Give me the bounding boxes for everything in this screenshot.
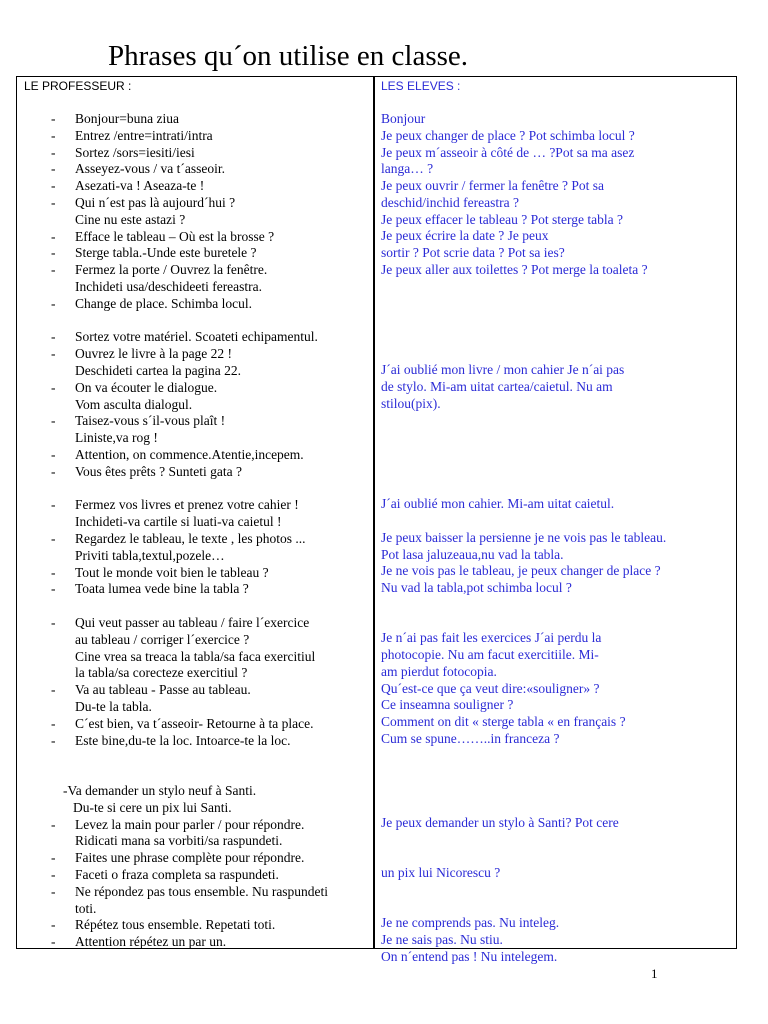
student-phrase: sortir ? Pot scrie data ? Pot sa ies? bbox=[381, 245, 565, 260]
student-phrase: deschid/inchid fereastra ? bbox=[381, 194, 519, 210]
column-divider bbox=[373, 77, 375, 948]
bullet-dash: - bbox=[51, 178, 56, 194]
student-phrase: Je ne sais pas. Nu stiu. bbox=[381, 931, 503, 947]
professor-phrase: Répétez tous ensemble. Repetati toti. bbox=[75, 917, 276, 933]
professor-phrase: Faites une phrase complète pour répondre. bbox=[75, 850, 305, 866]
professor-column-header: LE PROFESSEUR : bbox=[24, 79, 132, 93]
student-phrase: stilou(pix). bbox=[381, 395, 441, 411]
student-phrase: Je peux baisser la persienne je ne vois pas le tableau. bbox=[381, 529, 667, 545]
bullet-dash: - bbox=[51, 262, 56, 278]
professor-phrase: Bonjour=buna ziua bbox=[75, 111, 179, 126]
professor-phrase: Taisez-vous s´il-vous plaît ! bbox=[75, 413, 226, 429]
bullet-dash: - bbox=[51, 463, 56, 479]
student-phrase: photocopie. Nu am facut exercitiile. Mi- bbox=[381, 647, 599, 662]
bullet-dash: - bbox=[51, 295, 56, 311]
professor-phrase: Va au tableau - Passe au tableau. bbox=[75, 682, 251, 698]
page-number: 1 bbox=[651, 966, 658, 981]
professor-phrase: Entrez /entre=intrati/intra bbox=[75, 127, 213, 143]
bullet-dash: - bbox=[51, 682, 56, 698]
professor-phrase: On va écouter le dialogue. bbox=[75, 379, 218, 395]
student-phrase: J´ai oublié mon livre / mon cahier Je n´ai pas bbox=[381, 362, 625, 378]
professor-phrase: Tout le monde voit bien le tableau ? bbox=[75, 564, 269, 580]
bullet-dash: - bbox=[51, 346, 56, 362]
student-phrase: Ce inseamna souligner ? bbox=[381, 697, 514, 713]
student-phrase: langa… ? bbox=[381, 161, 434, 177]
students-column-header: LES ELEVES : bbox=[381, 79, 461, 93]
professor-phrase: Sortez /sors=iesiti/iesi bbox=[75, 144, 195, 160]
bullet-dash: - bbox=[51, 531, 56, 546]
bullet-dash: - bbox=[51, 934, 56, 950]
phrases-table bbox=[16, 76, 737, 964]
professor-phrase: Qui veut passer au tableau / faire l´exercice bbox=[75, 615, 310, 630]
student-phrase: Je ne vois pas le tableau, je peux changer de place ? bbox=[381, 563, 661, 579]
professor-phrase: Regardez le tableau, le texte , les photos ... bbox=[75, 531, 306, 546]
student-phrase: am pierdut fotocopia. bbox=[381, 663, 497, 679]
student-phrase: de stylo. Mi-am uitat cartea/caietul. Nu am bbox=[381, 379, 613, 394]
professor-phrase: Asezati-va ! Aseaza-te ! bbox=[75, 178, 205, 194]
professor-phrase: Fermez la porte / Ouvrez la fenêtre. bbox=[75, 262, 268, 278]
bullet-dash: - bbox=[51, 127, 56, 143]
bullet-dash: - bbox=[51, 497, 56, 513]
bullet-dash: - bbox=[51, 581, 56, 597]
professor-phrase: Efface le tableau – Où est la brosse ? bbox=[75, 228, 275, 244]
professor-phrase: Inchideti-va cartile si luati-va caietul ! bbox=[75, 514, 282, 530]
bullet-dash: - bbox=[51, 329, 56, 345]
professor-phrase: Attention répétez un par un. bbox=[75, 934, 227, 950]
professor-phrase: Ouvrez le livre à la page 22 ! bbox=[75, 346, 233, 362]
professor-phrase: Toata lumea vede bine la tabla ? bbox=[75, 581, 249, 597]
bullet-dash: - bbox=[51, 564, 56, 580]
professor-phrase: Levez la main pour parler / pour répondre. bbox=[75, 816, 305, 832]
student-phrase: Pot lasa jaluzeaua,nu vad la tabla. bbox=[381, 546, 564, 562]
bullet-dash: - bbox=[51, 883, 56, 899]
professor-phrase: Cine vrea sa treaca la tabla/sa faca exercitiul bbox=[75, 648, 316, 664]
student-phrase: Je peux aller aux toilettes ? Pot merge la toaleta ? bbox=[381, 261, 648, 277]
bullet-dash: - bbox=[51, 850, 56, 866]
bullet-dash: - bbox=[51, 144, 56, 160]
page-title: Phrases qu´on utilise en classe. bbox=[108, 40, 469, 72]
professor-phrase: Vous êtes prêts ? Sunteti gata ? bbox=[75, 463, 242, 479]
professor-phrase: Cine nu este astazi ? bbox=[75, 211, 186, 227]
bullet-dash: - bbox=[51, 228, 56, 244]
bullet-dash: - bbox=[51, 111, 56, 126]
bullet-dash: - bbox=[51, 867, 56, 882]
student-phrase: Je ne comprends pas. Nu inteleg. bbox=[381, 915, 560, 930]
student-phrase: Je n´ai pas fait les exercices J´ai perdu la bbox=[381, 630, 602, 646]
professor-phrase: Liniste,va rog ! bbox=[75, 430, 158, 446]
professor-phrase: toti. bbox=[75, 900, 97, 916]
professor-phrase: Ne répondez pas tous ensemble. Nu raspundeti bbox=[75, 883, 329, 899]
student-phrase: Je peux effacer le tableau ? Pot sterge tabla ? bbox=[381, 211, 624, 227]
professor-phrase: Du-te si cere un pix lui Santi. bbox=[73, 799, 232, 815]
professor-phrase: au tableau / corriger l´exercice ? bbox=[75, 631, 250, 647]
bullet-dash: - bbox=[51, 379, 56, 395]
student-phrase: Qu´est-ce que ça veut dire:«souligner» ? bbox=[381, 680, 600, 696]
student-phrase: Nu vad la tabla,pot schimba locul ? bbox=[381, 580, 572, 595]
bullet-dash: - bbox=[51, 715, 56, 731]
bullet-dash: - bbox=[51, 917, 56, 933]
student-phrase: Cum se spune……..in franceza ? bbox=[381, 730, 560, 746]
bullet-dash: - bbox=[51, 732, 56, 748]
professor-phrase: Du-te la tabla. bbox=[75, 699, 152, 714]
bullet-dash: - bbox=[51, 161, 56, 177]
professor-phrase: Ridicati mana sa vorbiti/sa raspundeti. bbox=[75, 833, 283, 849]
student-phrase: un pix lui Nicorescu ? bbox=[381, 864, 501, 880]
professor-phrase: Vom asculta dialogul. bbox=[75, 396, 193, 412]
student-phrase: Bonjour bbox=[381, 111, 426, 126]
professor-phrase: Sortez votre matériel. Scoateti echipamentul. bbox=[75, 329, 318, 345]
professor-phrase: -Va demander un stylo neuf à Santi. bbox=[63, 783, 257, 798]
professor-phrase: Fermez vos livres et prenez votre cahier ! bbox=[75, 497, 299, 513]
bullet-dash: - bbox=[51, 816, 56, 832]
bullet-dash: - bbox=[51, 615, 56, 630]
professor-phrase: Qui n´est pas là aujourd´hui ? bbox=[75, 195, 236, 210]
bullet-dash: - bbox=[51, 447, 56, 462]
bullet-dash: - bbox=[51, 413, 56, 429]
professor-phrase: Faceti o fraza completa sa raspundeti. bbox=[75, 867, 279, 882]
student-phrase: Je peux écrire la date ? Je peux bbox=[381, 228, 549, 244]
professor-phrase: C´est bien, va t´asseoir- Retourne à ta place. bbox=[75, 715, 314, 731]
professor-phrase: Sterge tabla.-Unde este buretele ? bbox=[75, 245, 257, 261]
student-phrase: Je peux m´asseoir à côté de … ?Pot sa ma asez bbox=[381, 144, 635, 160]
professor-phrase: Change de place. Schimba locul. bbox=[75, 295, 252, 311]
student-phrase: Je peux ouvrir / fermer la fenêtre ? Pot sa bbox=[381, 178, 605, 193]
professor-phrase: Priviti tabla,textul,pozele… bbox=[75, 547, 225, 563]
professor-phrase: Asseyez-vous / va t´asseoir. bbox=[75, 161, 225, 177]
bullet-dash: - bbox=[51, 245, 56, 261]
student-phrase: On n´entend pas ! Nu intelegem. bbox=[381, 948, 558, 964]
student-phrase: Je peux changer de place ? Pot schimba locul ? bbox=[381, 127, 635, 143]
professor-phrase: Deschideti cartea la pagina 22. bbox=[75, 363, 242, 378]
professor-phrase: Este bine,du-te la loc. Intoarce-te la loc. bbox=[75, 732, 291, 748]
bullet-dash: - bbox=[51, 195, 56, 210]
professor-phrase: Attention, on commence.Atentie,incepem. bbox=[75, 447, 304, 462]
student-phrase: Comment on dit « sterge tabla « en français ? bbox=[381, 714, 626, 729]
professor-phrase: la tabla/sa corecteze exercitiul ? bbox=[75, 665, 248, 681]
professor-phrase: Inchideti usa/deschideeti fereastra. bbox=[75, 279, 263, 294]
student-phrase: Je peux demander un stylo à Santi? Pot cere bbox=[381, 814, 619, 830]
student-phrase: J´ai oublié mon cahier. Mi-am uitat caietul. bbox=[381, 496, 615, 512]
